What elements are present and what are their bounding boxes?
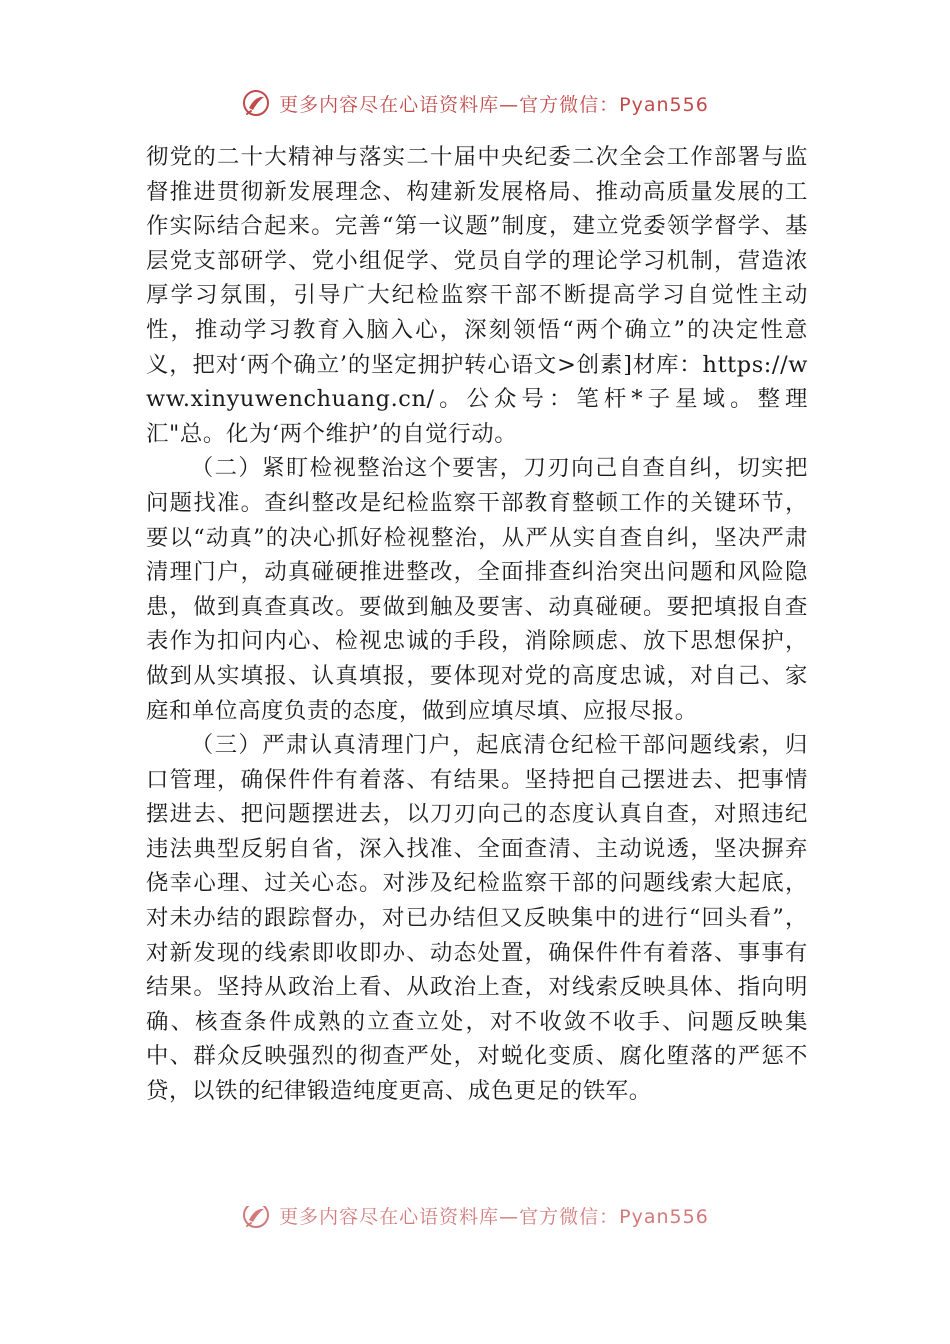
paragraph-3: （三）严肃认真清理门户，起底清仓纪检干部问题线索，归口管理，确保件件有着落、有结果。坚持把自己摆进去、把事情摆进去、把问题摆进去，以刀刃向己的态度认真自查，对照违纪违法典型反躬自省，深入找准、全面查清、主动说透，坚决摒弃侥幸心理、过关心态。对涉及纪检监察干部的问题线索大起底，对未办结的跟踪督办，对已办结但又反映集中的进行“回头看”，对新发现的线索即收即办、动态处置，确保件件有着落、事事有结果。坚持从政治上看、从政治上查，对线索反映具体、指向明确、核查条件成熟的立查立处，对不收敛不收手、问题反映集中、群众反映强烈的彻查严处，对蜕化变质、腐化堕落的严惩不贷，以铁的纪律锻造纯度更高、成色更足的铁军。 — [146, 732, 808, 1105]
header-banner-text: 更多内容尽在心语资料库—官方微信：Pyan556 — [279, 93, 709, 116]
paragraph-1: 彻党的二十大精神与落实二十届中央纪委二次全会工作部署与监督推进贯彻新发展理念、构建新发展格局、推动高质量发展的工作实际结合起来。完善“第一议题”制度，建立党委领学督学、基层党支部研学、党小组促学、党员自学的理论学习机制，营造浓厚学习氛围，引导广大纪检监察干部不断提高学习自觉性主动性，推动学习教育入脑入心，深刻领悟“两个确立”的决定性意义，把对‘两个确立’的坚定拥护转心语文>创素]材库：https://www.xinyuwenchuang.cn/。公众号：笔杆*子星域。整理汇"总。化为‘两个维护’的自觉行动。 — [146, 144, 808, 447]
header-banner — [0, 86, 950, 120]
paragraph-2: （二）紧盯检视整治这个要害，刀刃向己自查自纠，切实把问题找准。查纠整改是纪检监察干部教育整顿工作的关键环节，要以“动真”的决心抓好检视整治，从严从实自查自纠，坚决严肃清理门户，动真碰硬推进整改，全面排查纠治突出问题和风险隐患，做到真查真改。要做到触及要害、动真碰硬。要把填报自查表作为扣问内心、检视忠诚的手段，消除顾虑、放下思想保护，做到从实填报、认真填报，要体现对党的高度忠诚，对自己、家庭和单位高度负责的态度，做到应填尽填、应报尽报。 — [146, 455, 808, 724]
brush-logo-icon — [241, 1206, 271, 1230]
document-body — [146, 140, 808, 1109]
footer-banner-text: 更多内容尽在心语资料库—官方微信：Pyan556 — [279, 1206, 709, 1228]
brush-logo-icon — [241, 88, 271, 118]
footer-banner — [0, 1206, 950, 1236]
